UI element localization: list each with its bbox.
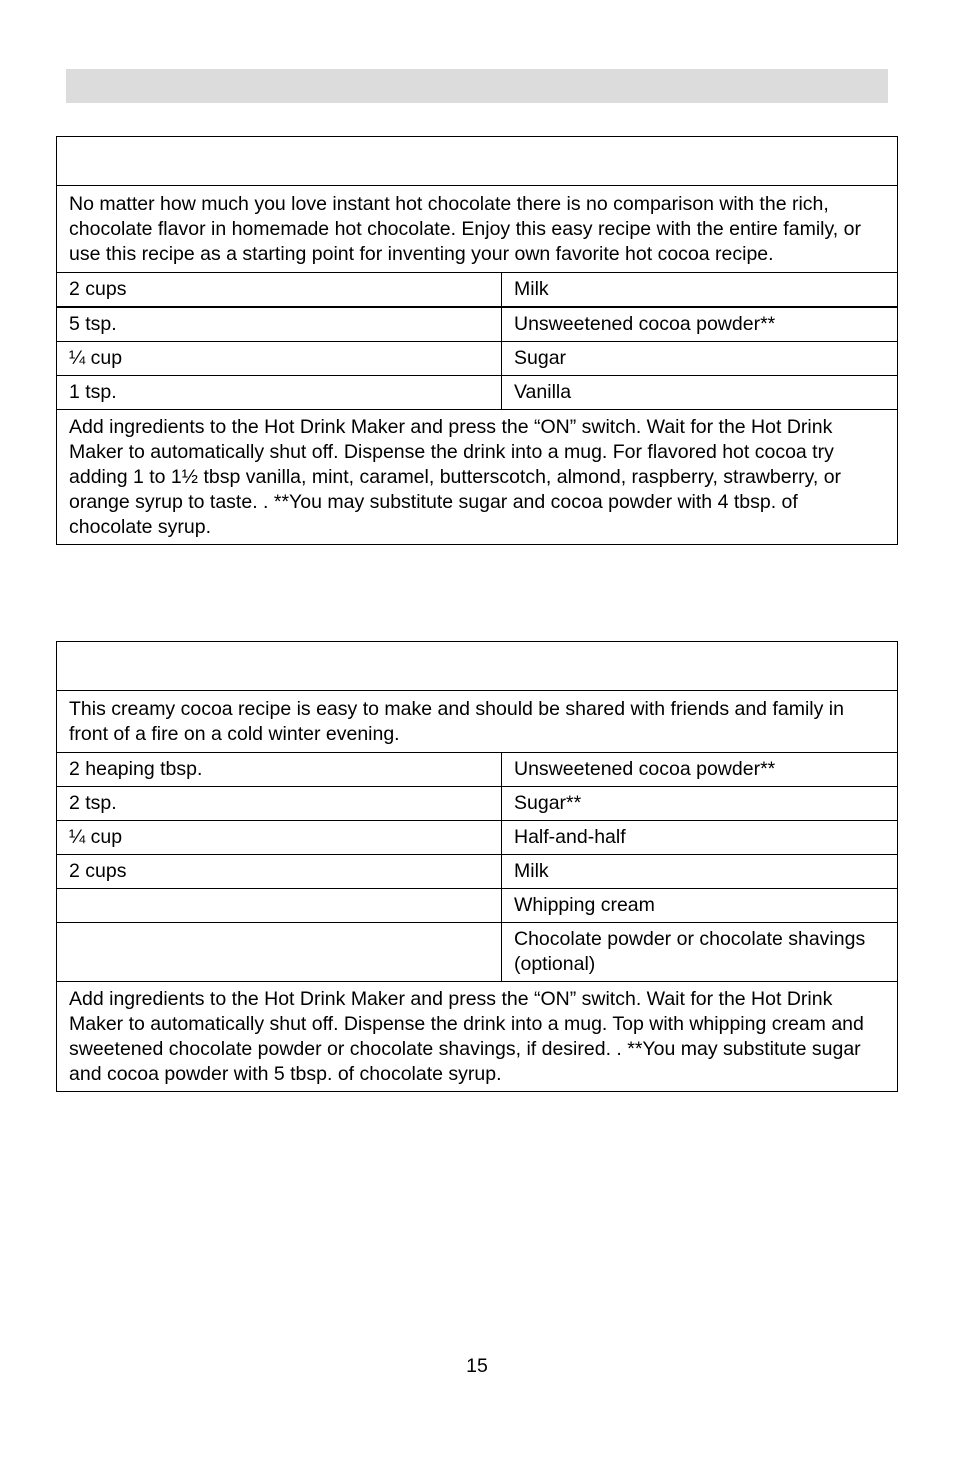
ingredient-name: Milk bbox=[514, 860, 549, 882]
ingredient-name: Unsweetened cocoa powder** bbox=[514, 758, 776, 780]
ingredient-row bbox=[57, 753, 897, 787]
ingredient-quantity bbox=[57, 889, 502, 922]
ingredient-name: Sugar bbox=[514, 347, 567, 369]
page-number: 15 bbox=[466, 1355, 488, 1377]
ingredient-quantity: ¼ cup bbox=[57, 821, 502, 854]
recipe-instructions: Add ingredients to the Hot Drink Maker and press the “ON” switch. Wait for the Hot Drink Maker to automatically shut off. Dispense the drink into a mug. For flavored hot cocoa try adding 1 to 1½ tbsp vanilla, mint, caramel, butterscotch, almond, raspberry, strawberry, or orange syrup to taste. . **You may substitute sugar and cocoa powder with 4 tbsp. of chocolate syrup. bbox=[69, 416, 842, 538]
ingredient-row bbox=[57, 376, 897, 410]
recipe-table-1 bbox=[56, 136, 898, 545]
recipe-description: No matter how much you love instant hot chocolate there is no comparison with the rich, chocolate flavor in homemade hot chocolate. Enjoy this easy recipe with the entire family, or use this recipe as a starting point for inventing your own favorite hot cocoa recipe. bbox=[57, 186, 897, 273]
ingredient-row bbox=[57, 821, 897, 855]
ingredient-name: Milk bbox=[514, 278, 549, 300]
ingredient-quantity: 1 tsp. bbox=[57, 376, 502, 409]
ingredient-quantity: 2 heaping tbsp. bbox=[57, 753, 502, 786]
recipe-description: This creamy cocoa recipe is easy to make and should be shared with friends and family in front of a fire on a cold winter evening. bbox=[57, 691, 897, 753]
ingredient-quantity: ¼ cup bbox=[57, 342, 502, 375]
ingredient-name: Half-and-half bbox=[514, 826, 626, 848]
ingredient-quantity bbox=[57, 923, 502, 981]
recipe-table-2 bbox=[56, 641, 898, 1092]
ingredient-name: Chocolate powder or chocolate shavings (optional) bbox=[514, 928, 866, 975]
ingredient-quantity: 2 tsp. bbox=[57, 787, 502, 820]
ingredient-name: Unsweetened cocoa powder** bbox=[514, 313, 776, 335]
recipe-title-row bbox=[57, 642, 897, 691]
ingredient-row bbox=[57, 855, 897, 889]
ingredient-row bbox=[57, 923, 897, 982]
recipe-title-row bbox=[57, 137, 897, 186]
ingredient-row bbox=[57, 342, 897, 376]
ingredient-name: Vanilla bbox=[514, 381, 572, 403]
ingredient-quantity: 2 cups bbox=[57, 273, 502, 306]
ingredient-name: Whipping cream bbox=[514, 894, 655, 916]
ingredient-name: Sugar** bbox=[514, 792, 582, 814]
ingredient-quantity: 2 cups bbox=[57, 855, 502, 888]
ingredient-row bbox=[57, 787, 897, 821]
ingredient-row bbox=[57, 273, 897, 308]
ingredient-quantity: 5 tsp. bbox=[57, 308, 502, 341]
section-header-bar bbox=[66, 69, 888, 103]
ingredient-row bbox=[57, 889, 897, 923]
ingredient-row bbox=[57, 308, 897, 342]
recipe-instructions: Add ingredients to the Hot Drink Maker and press the “ON” switch. Wait for the Hot Drink Maker to automatically shut off. Dispense the drink into a mug. Top with whipping cream and sweetened chocolate powder or chocolate shavings, if desired. . **You may substitute sugar and cocoa powder with 5 tbsp. of chocolate syrup. bbox=[69, 988, 864, 1085]
